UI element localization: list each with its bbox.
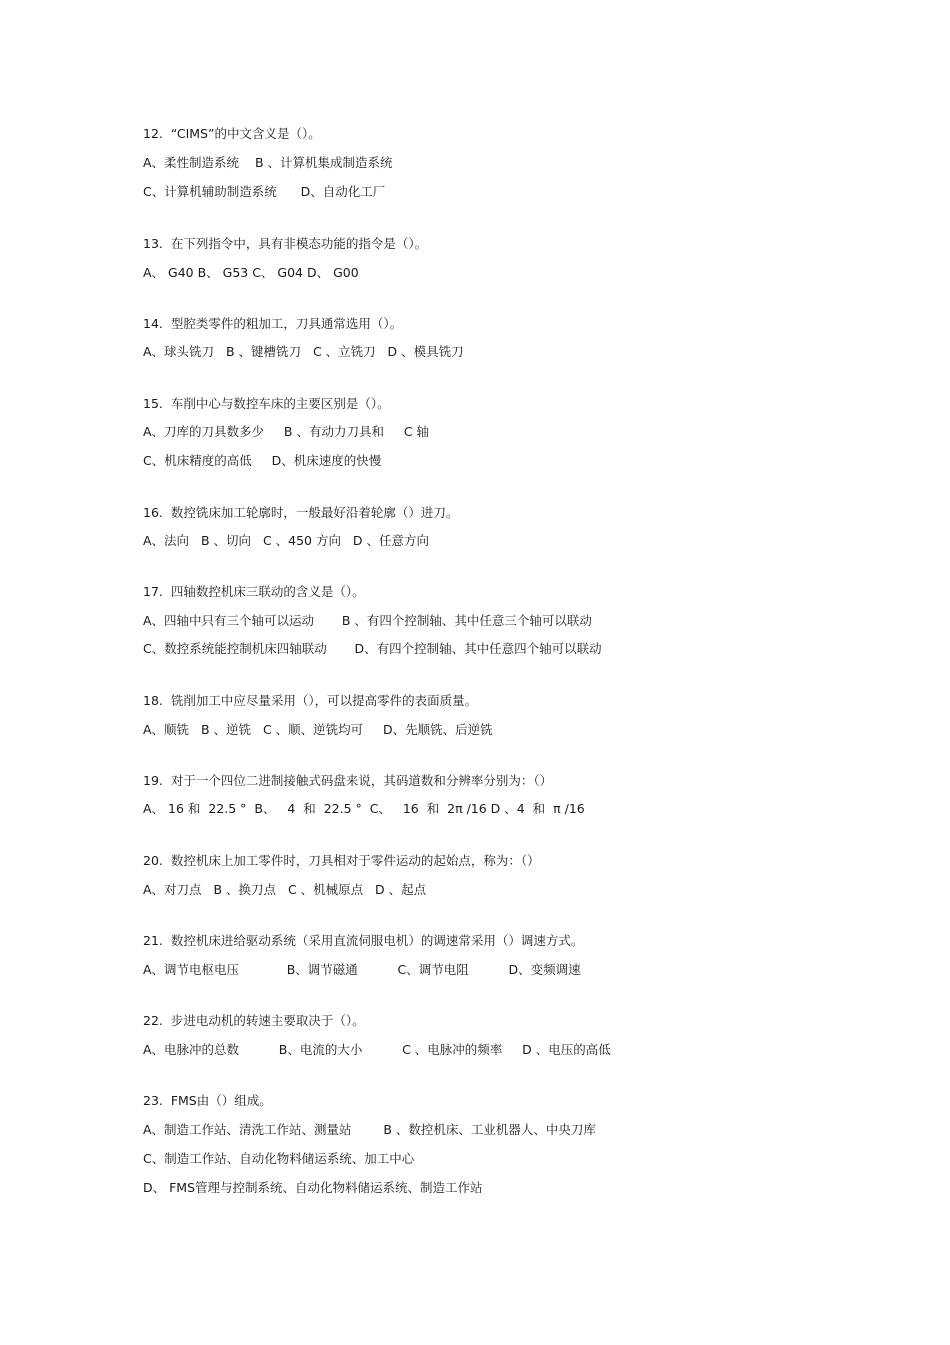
question-17-options-line-2: C、数控系统能控制机床四轴联动 D、有四个控制轴、其中任意四个轴可以联动 [143,641,602,656]
question-18-stem: 18. 铣削加工中应尽量采用（），可以提高零件的表面质量。 [143,693,478,708]
question-12-stem: 12. “CIMS”的中文含义是（）。 [143,126,321,141]
question-16-stem: 16. 数控铣床加工轮廓时，一般最好沿着轮廓（）进刀。 [143,505,459,520]
question-23-stem: 23. FMS由（）组成。 [143,1093,272,1108]
question-16-options-line-1: A、法向 B 、切向 C 、450 方向 D 、任意方向 [143,533,429,548]
question-15-stem: 15. 车削中心与数控车床的主要区别是（）。 [143,396,390,411]
question-14-stem: 14. 型腔类零件的粗加工，刀具通常选用（）。 [143,316,403,331]
question-22-stem: 22. 步进电动机的转速主要取决于（）。 [143,1013,365,1028]
question-21-stem: 21. 数控机床进给驱动系统（采用直流伺服电机）的调速常采用（）调速方式。 [143,933,584,948]
question-14-options-line-1: A、球头铣刀 B 、键槽铣刀 C 、立铣刀 D 、模具铣刀 [143,344,464,359]
question-23-options-line-3: D、 FMS管理与控制系统、自动化物料储运系统、制造工作站 [143,1180,483,1195]
question-12-options-line-2: C、计算机辅助制造系统 D、自动化工厂 [143,184,386,199]
question-12-options-line-1: A、柔性制造系统 B 、计算机集成制造系统 [143,155,393,170]
question-18-options-line-1: A、顺铣 B 、逆铣 C 、顺、逆铣均可 D、先顺铣、后逆铣 [143,722,493,737]
question-20-options-line-1: A、对刀点 B 、换刀点 C 、机械原点 D 、起点 [143,882,427,897]
question-21-options-line-1: A、调节电枢电压 B、调节磁通 C、调节电阻 D、变频调速 [143,962,581,977]
question-15-options-line-2: C、机床精度的高低 D、机床速度的快慢 [143,453,382,468]
question-22-options-line-1: A、电脉冲的总数 B、电流的大小 C 、电脉冲的频率 D 、电压的高低 [143,1042,611,1057]
question-13-stem: 13. 在下列指令中，具有非模态功能的指令是（）。 [143,236,428,251]
question-19-stem: 19. 对于一个四位二进制接触式码盘来说，其码道数和分辨率分别为：（） [143,773,553,788]
question-23-options-line-2: C、制造工作站、自动化物料储运系统、加工中心 [143,1151,415,1166]
question-19-options-line-1: A、 16 和 22.5 ° B、 4 和 22.5 ° C、 16 和 2π /16 D 、4 和 π /16 [143,801,585,816]
question-13-options-line-1: A、 G40 B、 G53 C、 G04 D、 G00 [143,265,359,280]
question-23-options-line-1: A、制造工作站、清洗工作站、测量站 B 、数控机床、工业机器人、中央刀库 [143,1122,596,1137]
question-17-options-line-1: A、四轴中只有三个轴可以运动 B 、有四个控制轴、其中任意三个轴可以联动 [143,613,592,628]
question-17-stem: 17. 四轴数控机床三联动的含义是（）。 [143,584,365,599]
question-20-stem: 20. 数控机床上加工零件时，刀具相对于零件运动的起始点，称为：（） [143,853,540,868]
question-15-options-line-1: A、刀库的刀具数多少 B 、有动力刀具和 C 轴 [143,424,430,439]
